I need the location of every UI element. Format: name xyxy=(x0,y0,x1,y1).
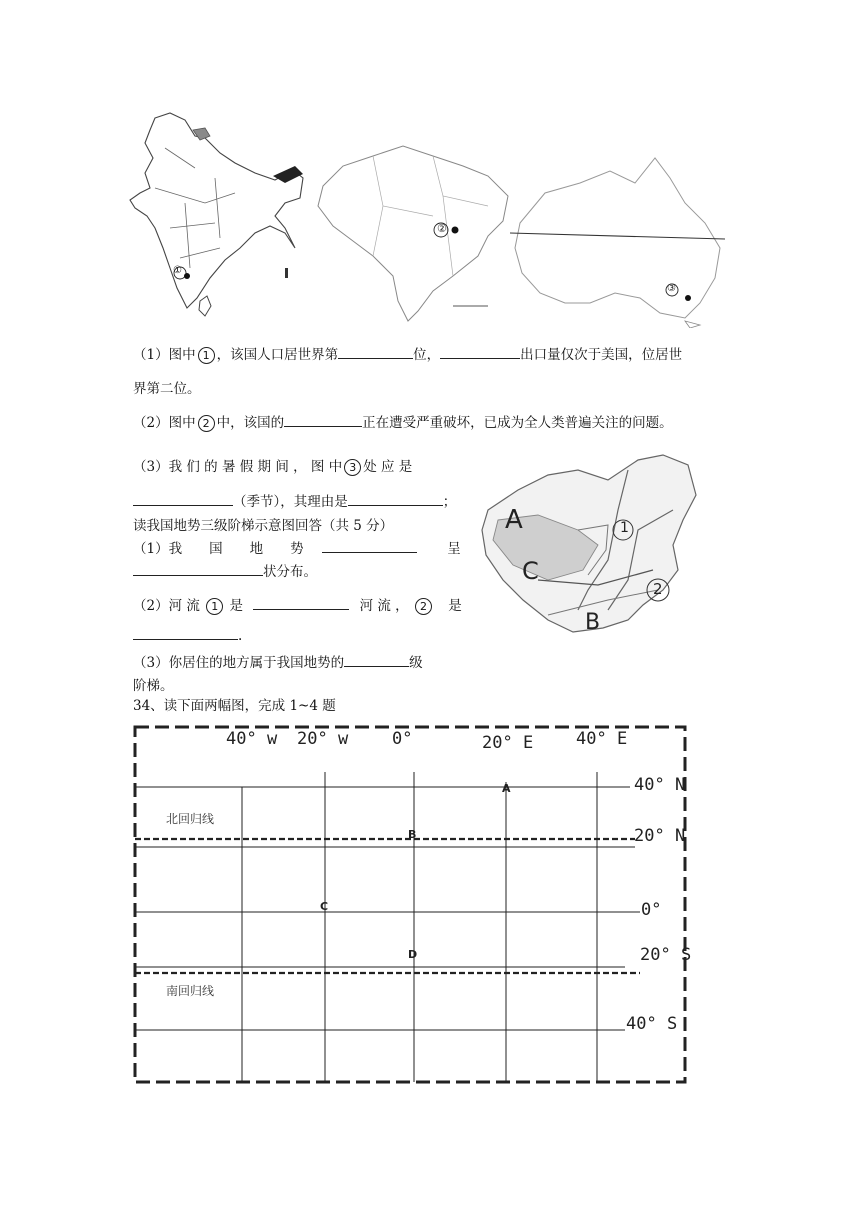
question-34-title: 34、读下面两幅图，完成 1~4 题 xyxy=(133,698,336,714)
point-d: D xyxy=(408,948,418,961)
australia-marker-label: ③ xyxy=(667,283,676,294)
p2-l5b: 级 xyxy=(409,655,423,671)
q1-blank-2[interactable] xyxy=(440,346,520,359)
p2-blank-step[interactable] xyxy=(344,654,409,667)
q2-mid: 中，该国的 xyxy=(216,415,285,431)
part2-q2-line-1 xyxy=(133,594,462,615)
p2-blank-terrain[interactable] xyxy=(322,540,417,553)
p2-l5a: （3）你居住的地方属于我国地势的 xyxy=(133,655,345,671)
q1-after-blank-2: 出口量仅次于美国，位居世 xyxy=(520,347,683,363)
p2-river-2-marker: 2 xyxy=(415,598,432,615)
india-map xyxy=(125,108,315,323)
p2-blank-river-1[interactable] xyxy=(253,597,349,610)
question-1-line-2 xyxy=(133,377,201,397)
question-1-line-1 xyxy=(133,343,682,364)
q3-blank-season[interactable] xyxy=(133,493,233,506)
q3-line1a: （3）我 们 的 暑 假 期 间 ， 图 中 xyxy=(133,459,343,475)
part2-q1-line-2 xyxy=(133,560,317,580)
point-a: A xyxy=(502,782,511,795)
lon-label-40e: 40° E xyxy=(576,729,628,749)
tropic-of-capricorn-label: 南回归线 xyxy=(166,984,215,998)
map-row xyxy=(125,108,730,328)
p2-l6: 阶梯。 xyxy=(133,678,174,694)
q3-line2a: （季节），其理由是 xyxy=(233,494,348,510)
p2-blank-shape[interactable] xyxy=(133,563,263,576)
lat-label-40s: 40° S xyxy=(626,1014,678,1034)
p2-l1a: （1）我 国 地 势 xyxy=(133,541,304,557)
lat-long-grid xyxy=(130,722,695,1087)
lon-label-40w: 40° w xyxy=(226,729,278,749)
lat-label-20s: 20° S xyxy=(640,945,692,965)
p2-river-1-marker: 1 xyxy=(206,598,223,615)
q3-line1b: 处 应 是 xyxy=(363,459,413,475)
china-label-b: B xyxy=(585,610,601,635)
q3-blank-reason[interactable] xyxy=(348,493,443,506)
china-label-2: 2 xyxy=(653,580,663,598)
part2-intro: 读我国地势三级阶梯示意图回答（共 5 分） xyxy=(133,518,394,534)
lon-label-20w: 20° w xyxy=(297,729,349,749)
part2-q1-line-1 xyxy=(133,537,461,557)
p2-l3a: （2）河 流 xyxy=(133,598,200,614)
part2-q3-line-1 xyxy=(133,651,423,671)
india-marker-label: ① xyxy=(173,265,182,276)
p2-l3b: 是 xyxy=(229,598,243,614)
q1-circled-marker: 1 xyxy=(198,347,215,364)
lat-label-40n: 40° N xyxy=(634,775,686,795)
q2-blank[interactable] xyxy=(284,414,362,427)
q2-after: 正在遭受严重破坏，已成为全人类普遍关注的问题。 xyxy=(362,415,673,431)
q1-blank-1[interactable] xyxy=(338,346,413,359)
question-3-line-1 xyxy=(133,455,412,476)
question-2-line xyxy=(133,411,673,432)
p2-l3c: 河 流 ， xyxy=(359,598,409,614)
tropic-of-cancer-label: 北回归线 xyxy=(166,812,215,826)
p2-l1b: 呈 xyxy=(447,541,461,557)
q1-mid: ，该国人口居世界第 xyxy=(216,347,339,363)
q1-wrap: 界第二位。 xyxy=(133,381,201,397)
q2-circled-marker: 2 xyxy=(198,415,215,432)
lat-label-20n: 20° N xyxy=(634,826,686,846)
q1-prefix: （1）图中 xyxy=(133,347,196,363)
china-label-c: C xyxy=(522,557,539,585)
australia-map xyxy=(510,153,730,328)
point-c: C xyxy=(320,900,329,913)
p2-l4: . xyxy=(238,628,243,644)
brazil-map xyxy=(313,126,523,326)
brazil-marker-label: ② xyxy=(437,222,447,235)
lon-label-20e: 20° E xyxy=(482,733,534,753)
china-label-a: A xyxy=(505,505,523,535)
china-label-1: 1 xyxy=(620,520,629,536)
question-3-line-2 xyxy=(133,490,456,510)
q1-after-blank-1: 位， xyxy=(413,347,441,363)
q3-line2b: ； xyxy=(442,494,457,510)
p2-blank-river-2[interactable] xyxy=(133,627,238,640)
point-b: B xyxy=(408,828,417,841)
q2-prefix: （2）图中 xyxy=(133,415,196,431)
part2-q3-line-2 xyxy=(133,674,174,694)
q3-circled-marker: 3 xyxy=(344,459,361,476)
lon-label-0: 0° xyxy=(392,729,413,749)
part2-q2-line-2 xyxy=(133,627,242,644)
p2-l2: 状分布。 xyxy=(263,564,317,580)
p2-l3d: 是 xyxy=(448,598,462,614)
lat-label-0: 0° xyxy=(641,900,662,920)
